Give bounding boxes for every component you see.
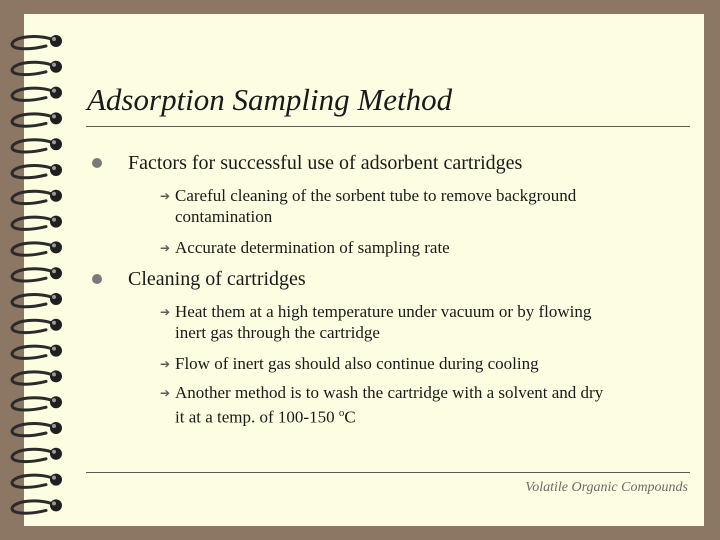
arrow-bullet-icon: ➔ — [160, 305, 171, 319]
sub-bullet-line: it at a temp. of 100-150 $^o$C — [175, 407, 356, 427]
spiral-ring-icon — [12, 241, 62, 255]
sub-bullet-line: contamination — [175, 207, 273, 226]
title-divider — [86, 126, 690, 127]
spiral-ring-icon — [12, 216, 62, 230]
arrow-bullet-icon: ➔ — [160, 241, 171, 255]
spiral-ring-icon — [12, 112, 62, 126]
spiral-ring-icon — [12, 396, 62, 410]
spiral-ring-icon — [12, 474, 62, 488]
spiral-binding — [0, 0, 80, 540]
spiral-ring-icon — [12, 267, 62, 281]
spiral-ring-icon — [12, 319, 62, 333]
circle-bullet-icon — [92, 274, 102, 284]
spiral-ring-icon — [12, 370, 62, 384]
arrow-bullet-icon: ➔ — [160, 189, 171, 203]
arrow-bullet-icon: ➔ — [160, 386, 171, 400]
spiral-ring-icon — [12, 138, 62, 152]
sub-bullet-line: Careful cleaning of the sorbent tube to remove background — [175, 186, 577, 205]
spiral-ring-icon — [12, 61, 62, 75]
sub-bullet-line: Heat them at a high temperature under vacuum or by flowing — [175, 302, 592, 321]
spiral-ring-icon — [12, 422, 62, 436]
footer-text: Volatile Organic Compounds — [525, 480, 688, 495]
footer-divider — [86, 472, 690, 473]
bullet-heading: Factors for successful use of adsorbent cartridges — [128, 152, 523, 174]
sub-bullet-line: Accurate determination of sampling rate — [175, 238, 450, 257]
spiral-ring-icon — [12, 499, 62, 513]
spiral-ring-icon — [12, 293, 62, 307]
arrow-bullet-icon: ➔ — [160, 357, 171, 371]
spiral-ring-icon — [12, 345, 62, 359]
sub-bullet-line: inert gas through the cartridge — [175, 323, 380, 342]
spiral-ring-icon — [12, 164, 62, 178]
circle-bullet-icon — [92, 158, 102, 168]
bullet-heading: Cleaning of cartridges — [128, 268, 306, 290]
sub-bullet-line: Flow of inert gas should also continue during cooling — [175, 354, 539, 373]
spiral-ring-icon — [12, 190, 62, 204]
slide-title: Adsorption Sampling Method — [87, 82, 453, 117]
sub-bullet-line: Another method is to wash the cartridge with a solvent and dry — [175, 383, 604, 402]
spiral-ring-icon — [12, 87, 62, 101]
spiral-ring-icon — [12, 448, 62, 462]
spiral-ring-icon — [12, 35, 62, 49]
